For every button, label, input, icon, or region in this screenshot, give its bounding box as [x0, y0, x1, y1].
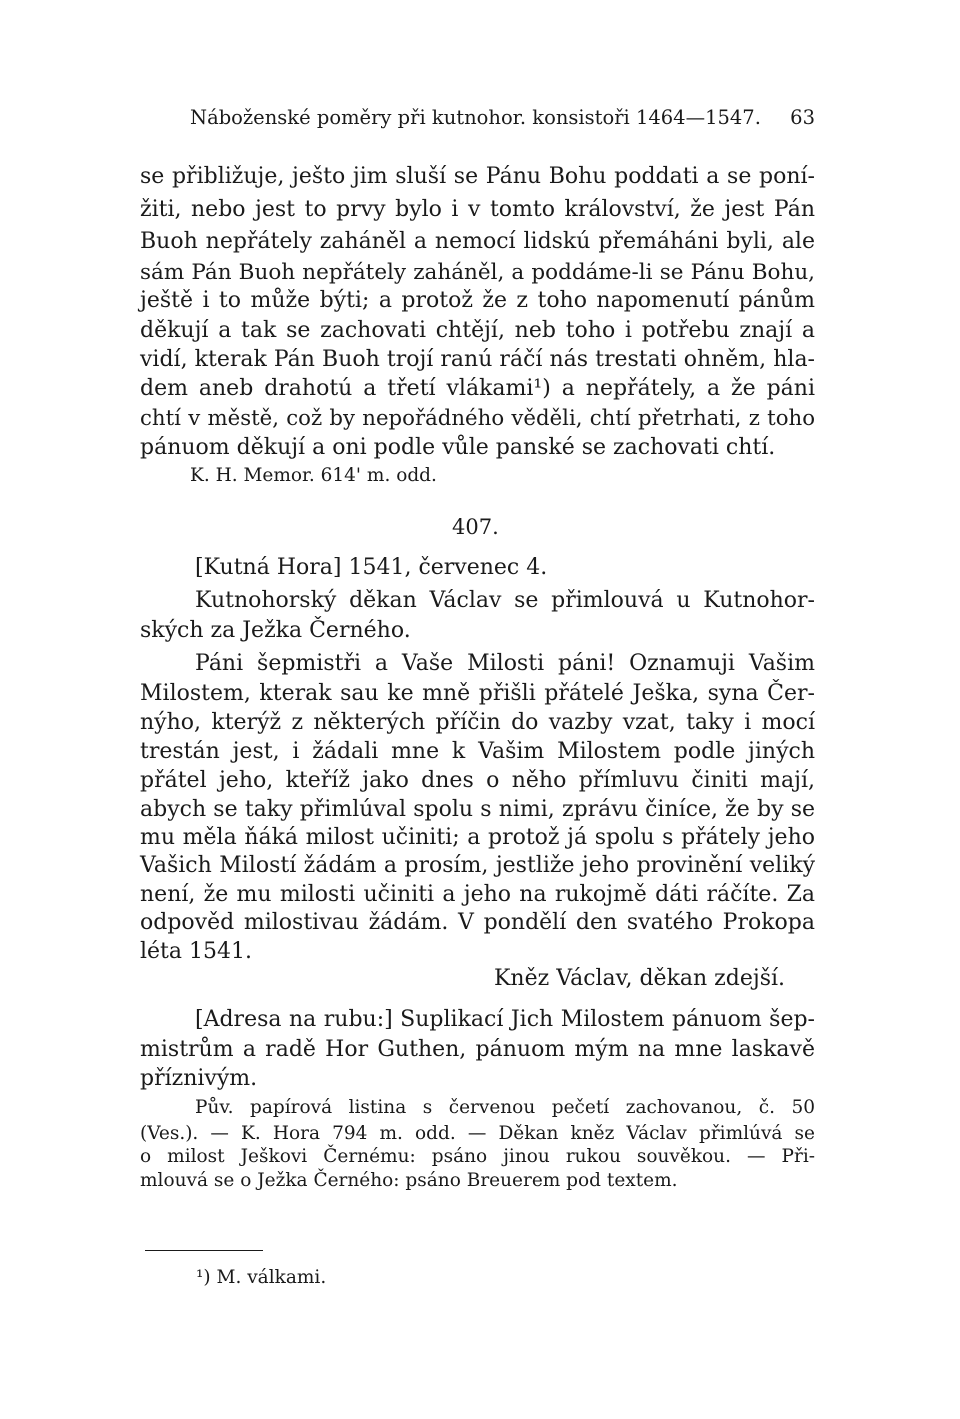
- body-line: trestán jest, i žádali mne k Vašim Milostem podle jiných: [140, 739, 815, 764]
- source-note-line: mlouvá se o Ježka Černého: psáno Breuerem pod textem.: [140, 1170, 678, 1191]
- body-line: přátel jeho, kteříž jako dnes o něho přímluvu činiti mají,: [140, 768, 815, 793]
- place-date: [Kutná Hora] 1541, červenec 4.: [195, 555, 548, 580]
- address-line: mistrům a radě Hor Guthen, pánuom mým na mne laskavě: [140, 1037, 815, 1062]
- page-number: 63: [790, 106, 815, 129]
- footnote-divider: [145, 1250, 263, 1251]
- footnote: ¹) M. válkami.: [196, 1267, 327, 1288]
- body-line: mu měla ňáká milost učiniti; a protož já spolu s přátely jeho: [140, 825, 815, 850]
- text-line: sám Pán Buoh nepřátely zaháněl, a poddáme-li se Pánu Bohu,: [140, 260, 815, 285]
- body-line: Vašich Milostí žádám a prosím, jestliže jeho provinění veliký: [140, 853, 815, 878]
- address-line: [Adresa na rubu:] Suplikací Jich Milostem pánuom šep-: [195, 1007, 815, 1032]
- text-line: děkují a tak se zachovati chtějí, neb toho i potřebu znají a: [140, 318, 815, 343]
- source-note-prev: K. H. Memor. 614' m. odd.: [190, 465, 437, 486]
- running-title: Náboženské poměry při kutnohor. konsistoři 1464—1547.: [190, 106, 761, 129]
- body-line: abych se taky přimlúval spolu s nimi, zprávu činíce, že by se: [140, 797, 815, 822]
- text-line: se přibližuje, ješto jim sluší se Pánu Bohu poddati a se poní-: [140, 164, 815, 189]
- text-line: vidí, kterak Pán Buoh trojí ranú ráčí nás trestati ohněm, hla-: [140, 347, 815, 372]
- document-number: 407.: [452, 515, 499, 539]
- address-line: příznivým.: [140, 1066, 258, 1091]
- signature: Kněz Václav, děkan zdejší.: [494, 966, 786, 991]
- body-line: nýho, kterýž z některých příčin do vazby vzat, taky i mocí: [140, 710, 815, 735]
- text-line: žiti, nebo jest to prvy bylo i v tomto království, že jest Pán: [140, 197, 815, 222]
- source-note-line: Pův. papírová listina s červenou pečetí zachovanou, č. 50: [195, 1097, 815, 1118]
- source-note-line: o milost Ješkovi Černému: psáno jinou rukou souvěkou. — Při-: [140, 1146, 815, 1167]
- text-line: Buoh nepřátely zaháněl a nemocí lidskú přemáháni byli, ale: [140, 229, 815, 254]
- body-line: odpověd milostivau žádám. V pondělí den svatého Prokopa: [140, 910, 815, 935]
- regest-line: Kutnohorský děkan Václav se přimlouvá u Kutnohor-: [195, 588, 815, 613]
- running-header: [190, 106, 815, 134]
- body-line: Páni šepmistři a Vaše Milosti páni! Oznamuji Vašim: [195, 651, 815, 676]
- text-line: dem aneb drahotú a třetí vlákami¹) a nepřátely, a že páni: [140, 376, 815, 401]
- source-note-line: (Ves.). — K. Hora 794 m. odd. — Děkan kněz Václav přimlúvá se: [140, 1123, 815, 1144]
- text-line: ještě i to může býti; a protož že z toho napomenutí pánům: [140, 288, 815, 313]
- body-line: léta 1541.: [140, 939, 252, 964]
- body-line: není, že mu milosti učiniti a jeho na rukojmě dáti ráčíte. Za: [140, 882, 815, 907]
- text-line: pánuom děkují a oni podle vůle panské se zachovati chtí.: [140, 435, 776, 460]
- body-line: Milostem, kterak sau ke mně přišli přátelé Ješka, syna Čer-: [140, 681, 815, 706]
- regest-line: ských za Ježka Černého.: [140, 618, 411, 643]
- text-line: chtí v městě, což by nepořádného věděli, chtí přetrhati, z toho: [140, 406, 815, 431]
